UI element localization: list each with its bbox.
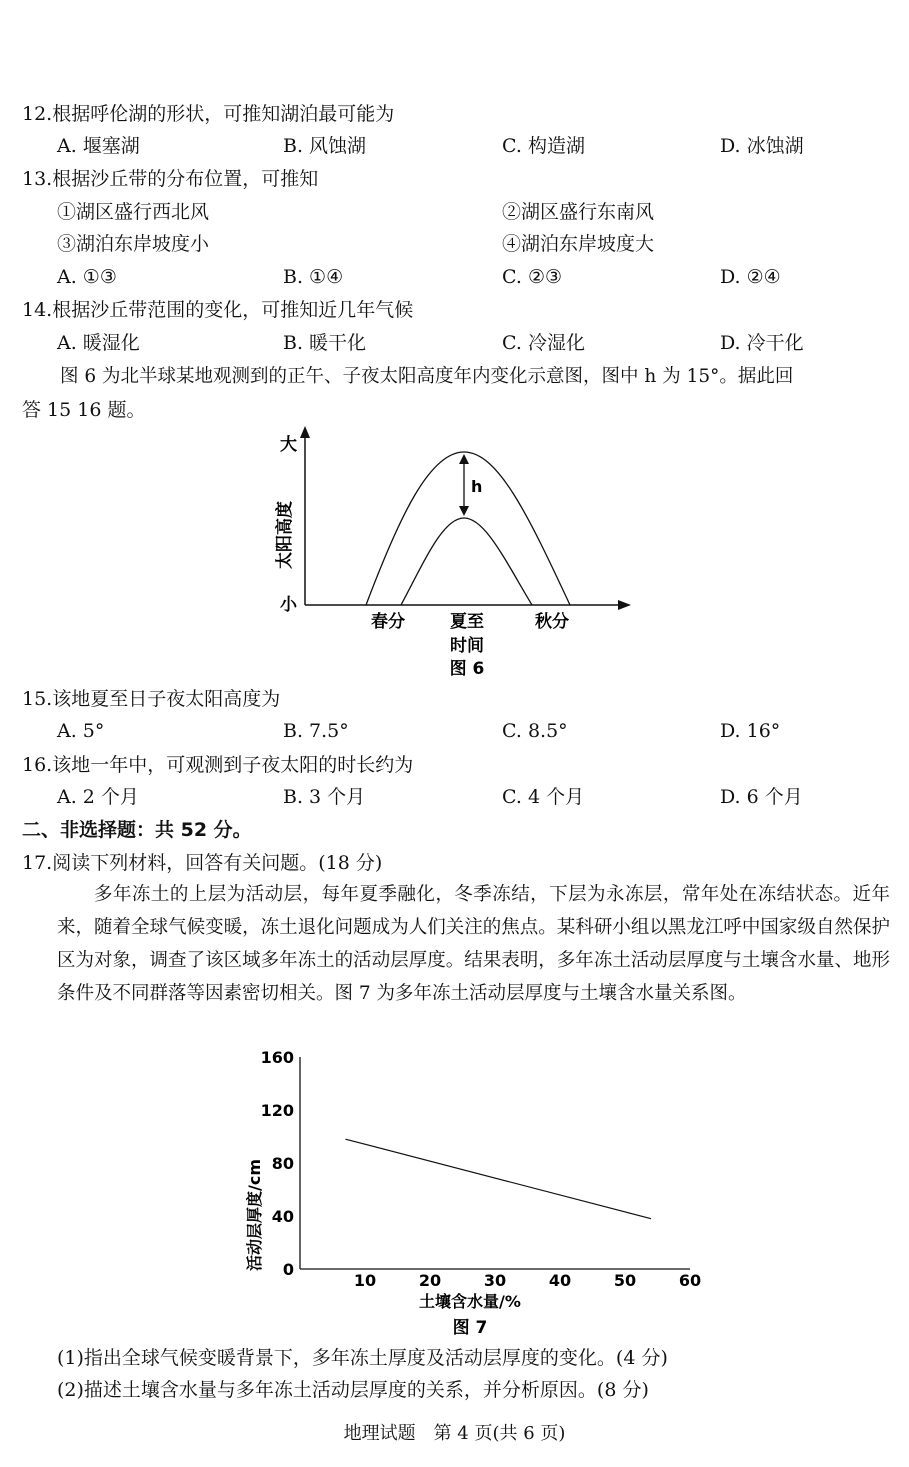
- q13-statement-1: ①湖区盛行西北风: [57, 201, 210, 223]
- fig7-x-tick-label: 10: [353, 1271, 377, 1290]
- fig6-y-bottom: 小: [280, 595, 297, 615]
- q13-statement-4: ④湖泊东岸坡度大: [502, 233, 655, 255]
- q13-option-d: D. ②④: [720, 266, 781, 288]
- q16-option-a: A. 2 个月: [57, 786, 139, 808]
- fig7-y-tick-label: 120: [260, 1101, 294, 1120]
- page-footer: 地理试题 第 4 页(共 6 页): [343, 1423, 566, 1444]
- fig7-x-tick-label: 20: [418, 1271, 442, 1290]
- fig7-x-tick-label: 60: [678, 1271, 702, 1290]
- fig6-x-tick-summer: 夏至: [450, 612, 484, 632]
- q15-option-d: D. 16°: [720, 720, 781, 742]
- q13-option-b: B. ①④: [283, 266, 344, 288]
- fig7-x-tick-label: 50: [613, 1271, 637, 1290]
- q13-statement-2: ②湖区盛行东南风: [502, 201, 655, 223]
- q12-option-a: A. 堰塞湖: [57, 135, 140, 157]
- fig6-h-label: h: [471, 477, 483, 496]
- fig6-caption: 图 6: [449, 659, 485, 679]
- q14-option-d: D. 冷干化: [720, 332, 804, 354]
- fig7-x-tick-label: 30: [483, 1271, 507, 1290]
- fig7-y-tick-label: 0: [282, 1260, 294, 1279]
- fig7-y-tick-label: 40: [271, 1207, 294, 1226]
- q13-statement-3: ③湖泊东岸坡度小: [57, 233, 210, 255]
- fig6-x-tick-autumn: 秋分: [535, 612, 569, 632]
- q15-option-c: C. 8.5°: [502, 720, 568, 742]
- q15-option-b: B. 7.5°: [283, 720, 349, 742]
- fig7-y-tick-label: 80: [271, 1154, 294, 1173]
- midnight-altitude-curve: [401, 518, 532, 605]
- q16-option-d: D. 6 个月: [720, 786, 803, 808]
- q17-subquestion-1: (1)指出全球气候变暖背景下，多年冻土厚度及活动层厚度的变化。(4 分): [57, 1347, 668, 1369]
- fig7-caption: 图 7: [452, 1318, 488, 1338]
- noon-altitude-curve: [366, 452, 570, 605]
- figure-6: [0, 420, 909, 680]
- q17-material: 多年冻土的上层为活动层，每年夏季融化，冬季冻结，下层为永冻层，常年处在冻结状态。近年来，随着全球气候变暖，冻土退化问题成为人们关注的焦点。某科研小组以黑龙江呼中国家级自然保护区为对象，调查了该区域多年冻土的活动层厚度。结果表明，多年冻土活动层厚度与土壤含水量、地形条件及不同群落等因素密切相关。图 7 为多年冻土活动层厚度与土壤含水量关系图。: [57, 884, 890, 1004]
- fig6-y-top: 大: [280, 435, 297, 455]
- fig7-x-label: 土壤含水量/%: [419, 1292, 521, 1311]
- q13-option-a: A. ①③: [57, 266, 117, 288]
- fig6-x-label: 时间: [450, 636, 484, 656]
- section-2-heading: 二、非选择题：共 52 分。: [22, 819, 252, 841]
- q12-option-d: D. 冰蚀湖: [720, 135, 804, 157]
- q13-stem: 13.根据沙丘带的分布位置，可推知: [22, 168, 319, 190]
- q17-stem: 17.阅读下列材料，回答有关问题。(18 分): [22, 852, 383, 874]
- q13-option-c: C. ②③: [502, 266, 563, 288]
- fig6-y-label: 太阳高度: [275, 501, 295, 569]
- q12-stem: 12.根据呼伦湖的形状，可推知湖泊最可能为: [22, 103, 395, 125]
- q16-option-b: B. 3 个月: [283, 786, 366, 808]
- fig7-x-tick-label: 40: [548, 1271, 572, 1290]
- q15-stem: 15.该地夏至日子夜太阳高度为: [22, 688, 281, 710]
- q16-option-c: C. 4 个月: [502, 786, 585, 808]
- fig7-y-tick-label: 160: [260, 1048, 294, 1067]
- q14-option-a: A. 暖湿化: [57, 332, 140, 354]
- q15-option-a: A. 5°: [57, 720, 105, 742]
- q12-option-c: C. 构造湖: [502, 135, 585, 157]
- fig7-series-line: [346, 1139, 652, 1219]
- fig6-x-tick-spring: 春分: [371, 612, 405, 632]
- q14-option-c: C. 冷湿化: [502, 332, 585, 354]
- figure-7-chart: [0, 1045, 909, 1345]
- intro-15-16-line2: 答 15 16 题。: [22, 399, 146, 421]
- q12-option-b: B. 风蚀湖: [283, 135, 367, 157]
- q14-stem: 14.根据沙丘带范围的变化，可推知近几年气候: [22, 299, 414, 321]
- intro-15-16-line1: 图 6 为北半球某地观测到的正午、子夜太阳高度年内变化示意图，图中 h 为 15°。据此回: [60, 366, 794, 387]
- q16-stem: 16.该地一年中，可观测到子夜太阳的时长约为: [22, 754, 414, 776]
- q17-subquestion-2: (2)描述土壤含水量与多年冻土活动层厚度的关系，并分析原因。(8 分): [57, 1379, 649, 1401]
- fig7-y-label: 活动层厚度/cm: [245, 1158, 264, 1272]
- q14-option-b: B. 暖干化: [283, 332, 367, 354]
